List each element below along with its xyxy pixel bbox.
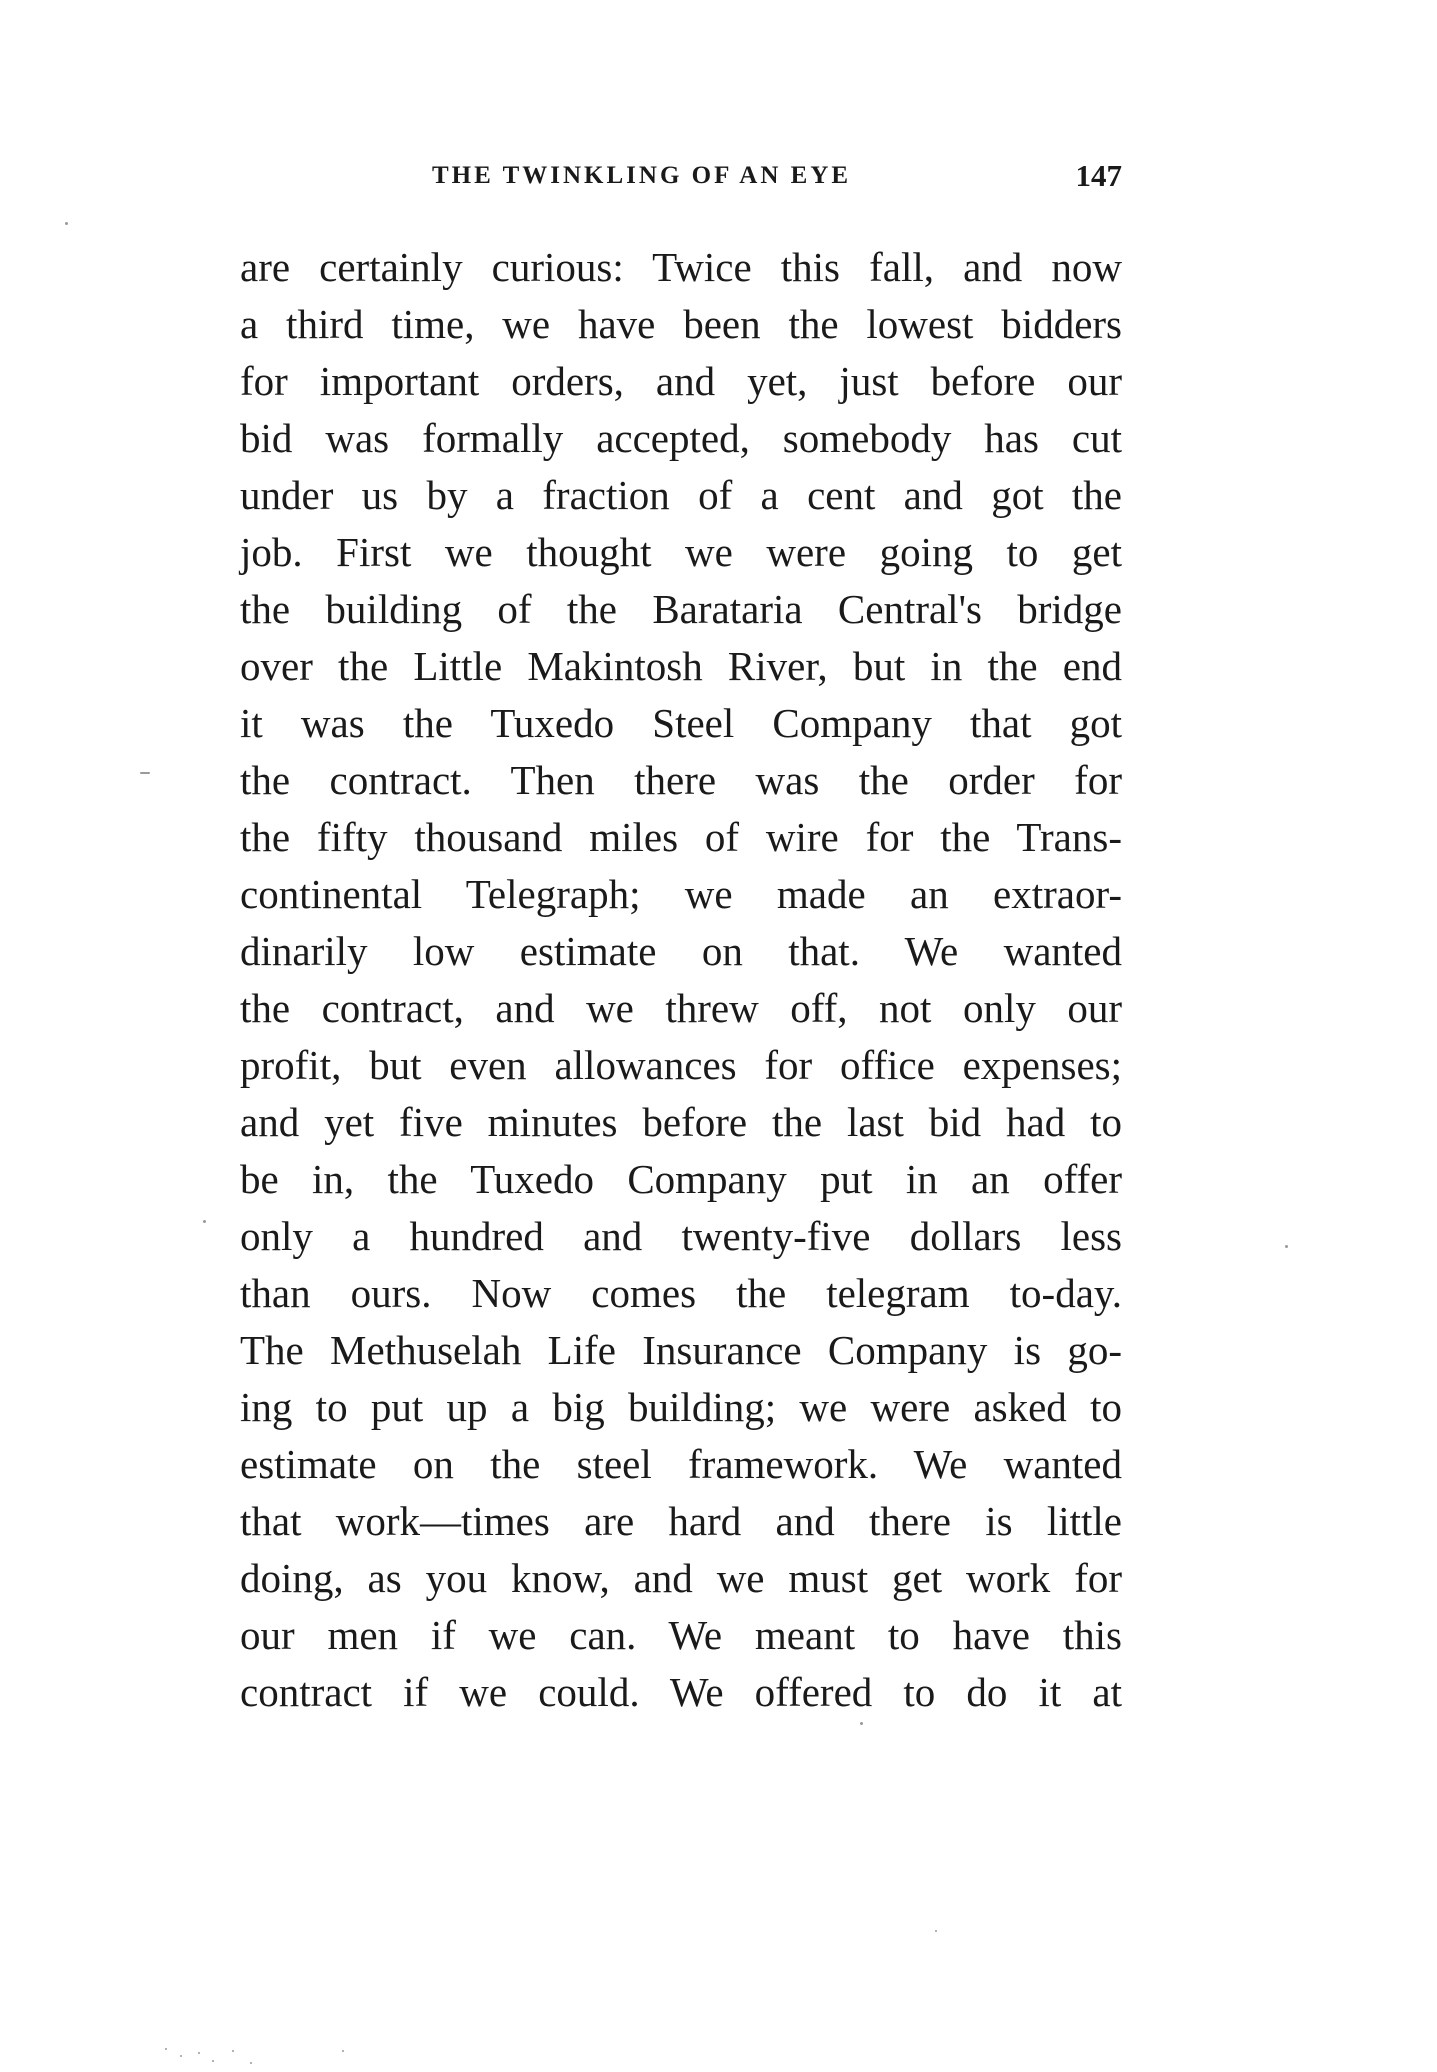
- text-line: bid was formally accepted, somebody has cut: [240, 415, 1122, 461]
- scan-speck: [935, 1930, 937, 1932]
- text-line: the contract. Then there was the order for: [240, 757, 1122, 803]
- text-line: job. First we thought we were going to get: [240, 529, 1122, 575]
- scan-speck: [860, 1722, 863, 1725]
- scan-speck: [198, 2052, 200, 2054]
- page-number: 147: [1075, 158, 1122, 193]
- running-title: THE TWINKLING OF AN EYE: [432, 162, 852, 189]
- text-line: the fifty thousand miles of wire for the Trans-: [240, 814, 1122, 860]
- running-head: [240, 158, 1122, 202]
- scan-speck: [203, 1220, 206, 1223]
- text-line: our men if we can. We meant to have this: [240, 1612, 1122, 1658]
- scan-speck: [342, 2050, 344, 2052]
- text-line: the contract, and we threw off, not only our: [240, 985, 1122, 1031]
- scan-speck: [232, 2050, 234, 2052]
- body-text: [240, 239, 1122, 1721]
- text-line: under us by a fraction of a cent and got the: [240, 472, 1122, 518]
- scan-speck: [1285, 1245, 1288, 1248]
- text-line: dinarily low estimate on that. We wanted: [240, 928, 1122, 974]
- scan-speck: [65, 222, 68, 225]
- text-line: be in, the Tuxedo Company put in an offer: [240, 1156, 1122, 1202]
- text-line: doing, as you know, and we must get work for: [240, 1555, 1122, 1601]
- text-line: continental Telegraph; we made an extraor-: [240, 871, 1122, 917]
- text-line: a third time, we have been the lowest bidders: [240, 301, 1122, 347]
- scan-speck: [165, 2048, 167, 2050]
- text-line: than ours. Now comes the telegram to-day.: [240, 1270, 1122, 1316]
- text-line: it was the Tuxedo Steel Company that got: [240, 700, 1122, 746]
- text-line: that work—times are hard and there is little: [240, 1498, 1122, 1544]
- text-line: over the Little Makintosh River, but in the end: [240, 643, 1122, 689]
- text-line: for important orders, and yet, just before our: [240, 358, 1122, 404]
- text-line: are certainly curious: Twice this fall, and now: [240, 244, 1122, 290]
- text-line: estimate on the steel framework. We wanted: [240, 1441, 1122, 1487]
- text-line: ing to put up a big building; we were asked to: [240, 1384, 1122, 1430]
- text-line: The Methuselah Life Insurance Company is go-: [240, 1327, 1122, 1373]
- text-line: only a hundred and twenty-five dollars less: [240, 1213, 1122, 1259]
- text-line: contract if we could. We offered to do it at: [240, 1669, 1122, 1715]
- text-line: profit, but even allowances for office expenses;: [240, 1042, 1122, 1088]
- text-line: the building of the Barataria Central's bridge: [240, 586, 1122, 632]
- scan-speck: [212, 2060, 214, 2062]
- scan-speck: [180, 2055, 182, 2057]
- scan-speck: [250, 2062, 252, 2064]
- text-line: and yet five minutes before the last bid had to: [240, 1099, 1122, 1145]
- scan-speck: [140, 772, 150, 774]
